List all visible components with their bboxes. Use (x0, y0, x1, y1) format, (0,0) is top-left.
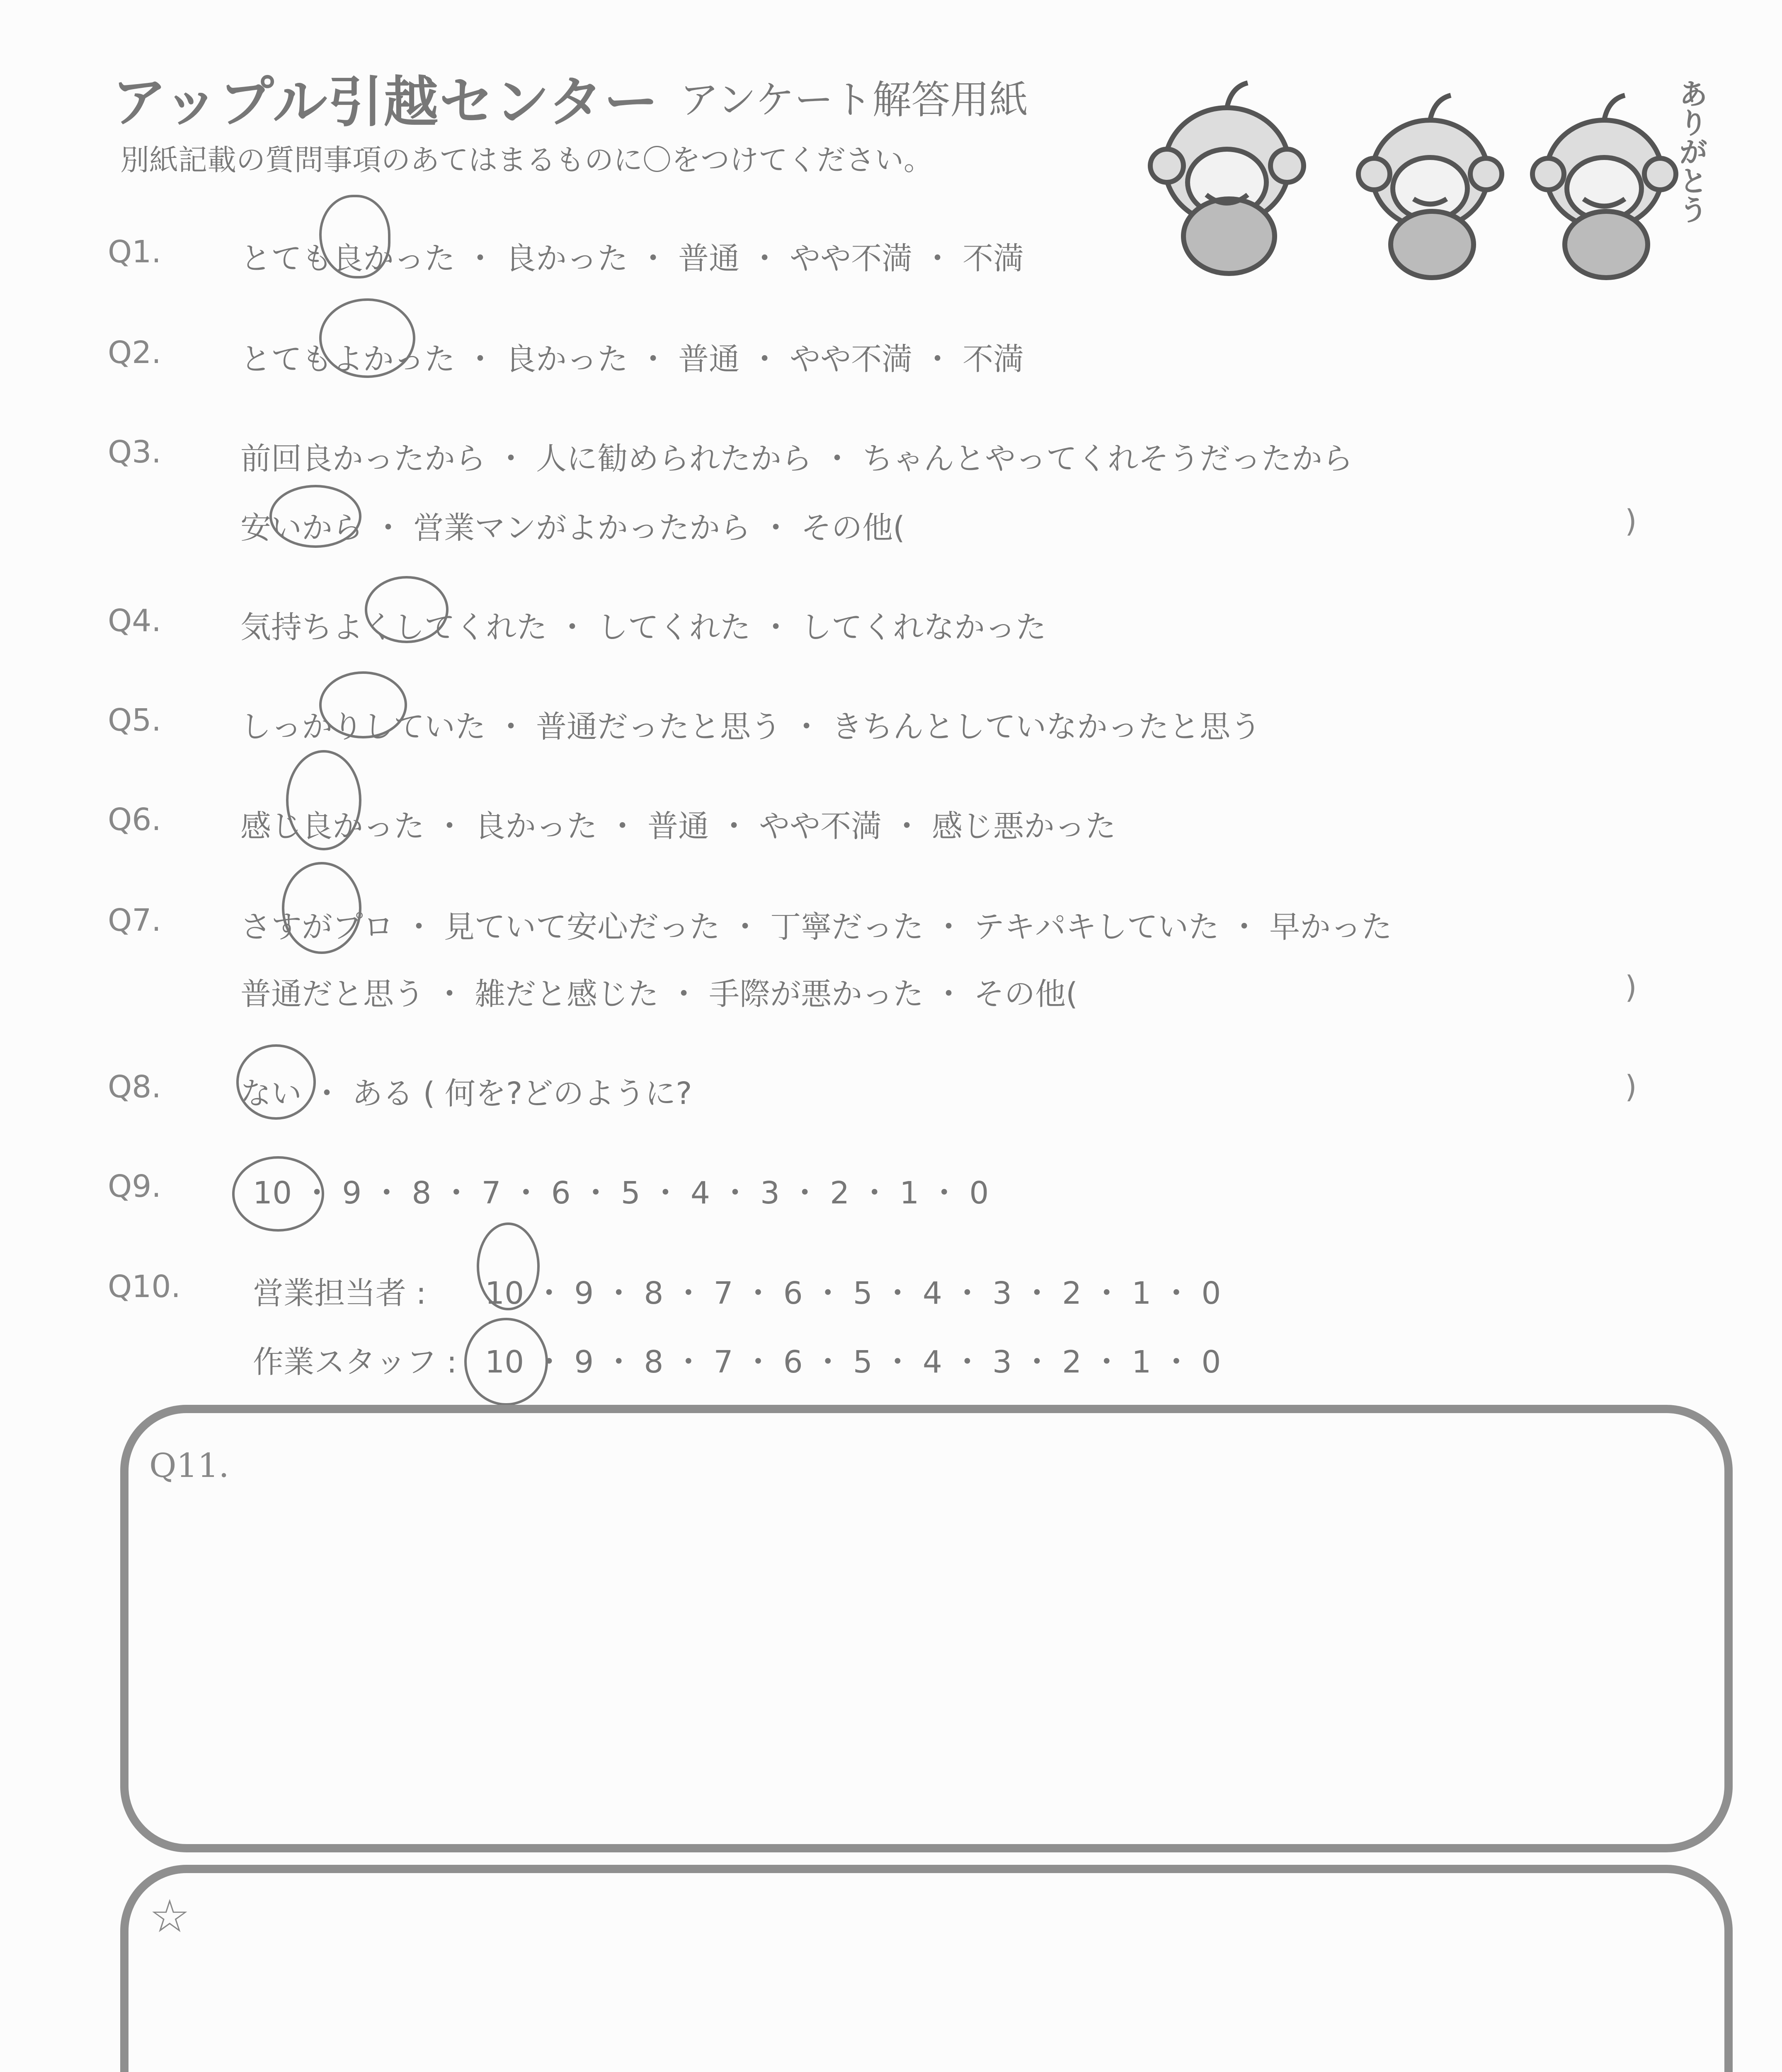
q2-options[interactable]: とてもよかった ・ 良かった ・ 普通 ・ やや不満 ・ 不満 (240, 341, 1024, 377)
thanks-text: ありがとう (1674, 79, 1708, 224)
q9-label: Q9. (108, 1169, 161, 1204)
q3-close-paren: ) (1625, 503, 1637, 539)
q9-scale[interactable]: 10 ・ 9 ・ 8 ・ 7 ・ 6 ・ 5 ・ 4 ・ 3 ・ 2 ・ 1 ・ 0 (253, 1175, 989, 1211)
q7-options-line1[interactable]: さすがプロ ・ 見ていて安心だった ・ 丁寧だった ・ テキパキしていた ・ 早かった (240, 909, 1392, 945)
q1-label: Q1. (108, 234, 161, 270)
q5-label: Q5. (108, 702, 161, 738)
q4-options[interactable]: 気持ちよくしてくれた ・ してくれた ・ してくれなかった (240, 610, 1047, 645)
q2-label: Q2. (108, 335, 161, 370)
q4-label: Q4. (108, 603, 161, 639)
q11-comment-box[interactable] (120, 1405, 1733, 1852)
q6-options[interactable]: 感じ良かった ・ 良かった ・ 普通 ・ やや不満 ・ 感じ悪かった (240, 808, 1116, 844)
q11-box-label: Q11. (149, 1446, 229, 1485)
answer-mark-q7 (282, 862, 361, 954)
monkey-mascots-illustration (1144, 70, 1716, 286)
q1-options[interactable]: とても良かった ・ 良かった ・ 普通 ・ やや不満 ・ 不満 (240, 241, 1024, 276)
q3-label: Q3. (108, 434, 161, 470)
answer-mark-q3 (269, 485, 361, 548)
answer-mark-q8 (236, 1044, 316, 1120)
answer-mark-q4 (365, 576, 449, 643)
q10-staff-scale[interactable]: 10 ・ 9 ・ 8 ・ 7 ・ 6 ・ 5 ・ 4 ・ 3 ・ 2 ・ 1 ・ 0 (485, 1344, 1221, 1380)
q8-close-paren: ) (1625, 1069, 1637, 1105)
q7-options-line2[interactable]: 普通だと思う ・ 雑だと感じた ・ 手際が悪かった ・ その他( (240, 976, 1078, 1012)
survey-title: アップル引越センター (112, 70, 659, 134)
q8-options[interactable]: ない ・ ある ( 何を?どのように? (240, 1076, 692, 1111)
q7-close-paren: ) (1625, 970, 1637, 1005)
q3-options-line1[interactable]: 前回良かったから ・ 人に勧められたから ・ ちゃんとやってくれそうだったから (240, 441, 1353, 477)
star-box-label: ☆ (149, 1890, 190, 1943)
q10-label: Q10. (108, 1269, 181, 1305)
q7-label: Q7. (108, 903, 161, 938)
answer-mark-q10-sales (477, 1222, 540, 1310)
q5-options[interactable]: しっかりしていた ・ 普通だったと思う ・ きちんとしていなかったと思う (240, 709, 1261, 745)
q6-label: Q6. (108, 802, 161, 838)
answer-mark-q6 (286, 750, 361, 850)
answer-mark-q10-staff (464, 1318, 548, 1406)
q10-sales-scale[interactable]: 10 ・ 9 ・ 8 ・ 7 ・ 6 ・ 5 ・ 4 ・ 3 ・ 2 ・ 1 ・ 0 (485, 1276, 1221, 1311)
survey-subtitle: アンケート解答用紙 (680, 77, 1028, 123)
answer-mark-q9 (232, 1156, 324, 1232)
q10-sales-label: 営業担当者 : (253, 1276, 427, 1311)
answer-mark-q5 (319, 671, 407, 738)
star-comment-box[interactable] (120, 1865, 1733, 2072)
q3-options-line2[interactable]: 安いから ・ 営業マンがよかったから ・ その他( (240, 510, 905, 546)
answer-mark-q2 (319, 298, 415, 378)
q8-label: Q8. (108, 1069, 161, 1105)
survey-instruction: 別紙記載の質問事項のあてはまるものに〇をつけてください。 (120, 143, 933, 177)
q10-staff-label: 作業スタッフ : (253, 1344, 457, 1380)
